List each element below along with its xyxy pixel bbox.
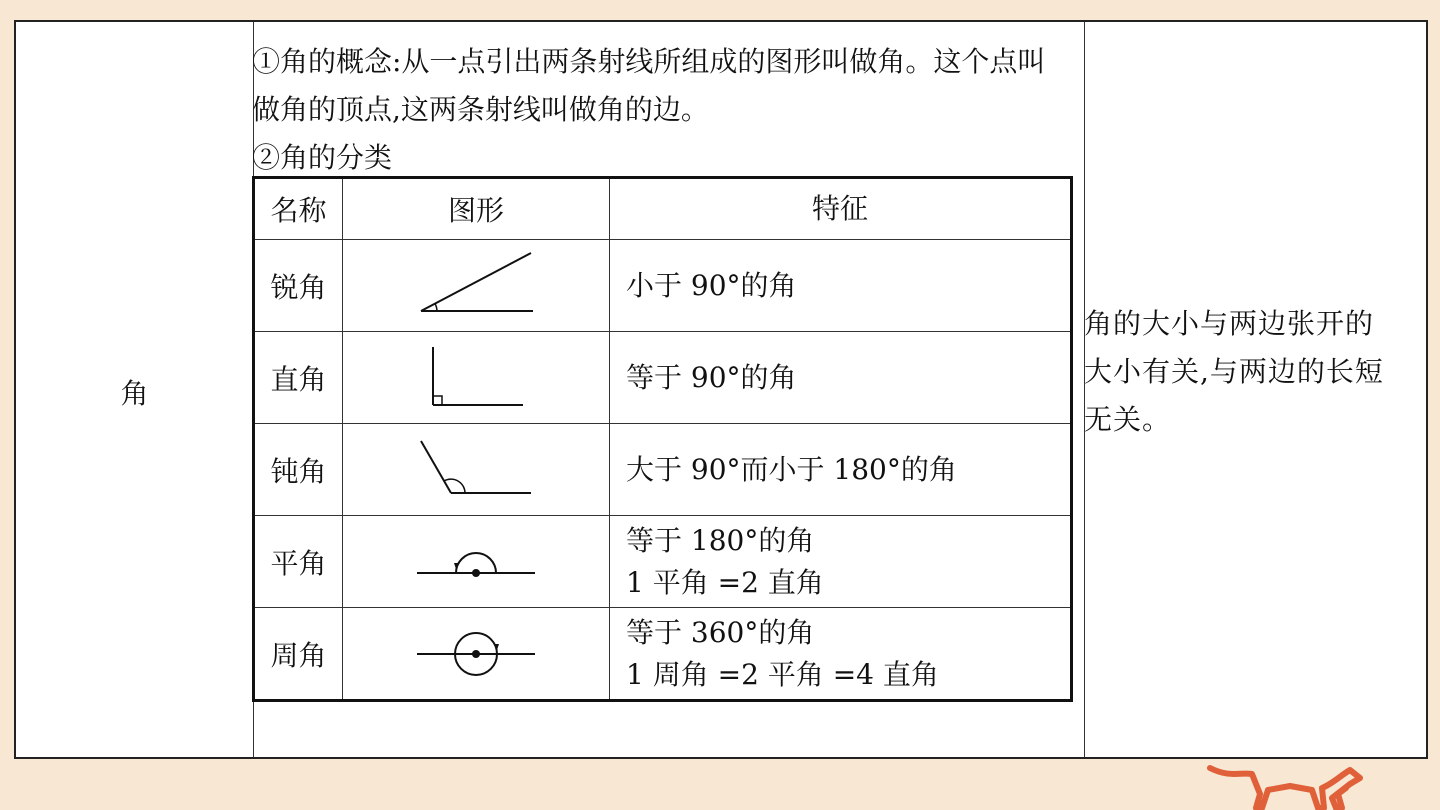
table-row [254,424,1072,516]
table-row [254,332,1072,424]
table-row [254,608,1072,701]
obtuse-angle-icon [343,424,610,516]
header-features: 特征 [610,178,1072,240]
row-name: 周角 [254,608,343,701]
row-name: 钝角 [254,424,343,516]
table-row [254,516,1072,608]
angle-classification-table [252,176,1073,702]
intro-text [252,38,1072,182]
row-name: 直角 [254,332,343,424]
full-angle-icon [343,608,610,701]
row-name: 平角 [254,516,343,608]
classification-heading: ②角的分类 [252,141,393,174]
straight-angle-icon [343,516,610,608]
header-figure: 图形 [343,178,610,240]
term-cell: 角 [120,377,149,410]
row-features: 小于 90°的角 [610,240,1072,332]
row-name: 锐角 [254,240,343,332]
decorative-horse-icon [1200,764,1380,810]
acute-angle-icon [343,240,610,332]
table-header-row [254,178,1072,240]
row-features: 等于 180°的角 1 平角 =2 直角 [610,516,1072,608]
row-features: 大于 90°而小于 180°的角 [610,424,1072,516]
table-row [254,240,1072,332]
header-name: 名称 [254,178,343,240]
row-features: 等于 360°的角 1 周角 =2 平角 =4 直角 [610,608,1072,701]
concept-paragraph: ①角的概念:从一点引出两条射线所组成的图形叫做角。这个点叫做角的顶点,这两条射线叫做角的边。 [252,45,1046,126]
note-text: 角的大小与两边张开的大小有关,与两边的长短无关。 [1084,307,1384,436]
right-angle-icon [343,332,610,424]
row-features: 等于 90°的角 [610,332,1072,424]
